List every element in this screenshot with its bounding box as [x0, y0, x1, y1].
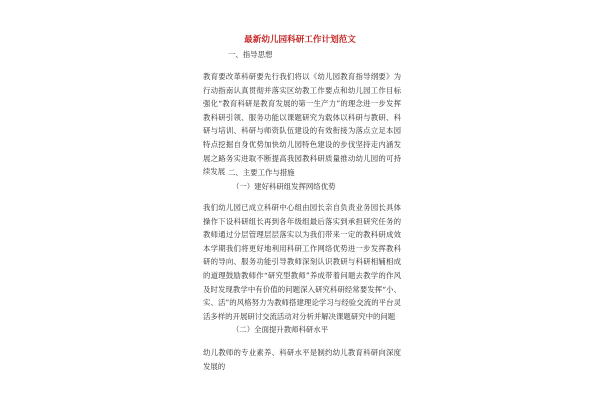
document-title: 最新幼儿园科研工作计划范文 [244, 35, 356, 45]
paragraph-guiding-ideology: 教育要改革科研要先行我们将以《幼儿园教育指导纲要》为行动指南认真贯彻并落实区幼教工作要点和幼儿园工作目标强化“教育科研是教育发展的第一生产力”的理念进一步发挥教科研引领、服务功能以课题研究为载体以科研与教研、科研与培训、科研与师资队伍建设的有效衔接为落点立足本园特点挖掘自身优势加快幼儿园特色建设的步伐坚持走内涵发展之路务实进取不断提高我园教科研质量推动幼儿园的可持续发展 [203, 72, 401, 177]
subsection-2-heading: （二）全面提升教师科研水平 [232, 325, 329, 334]
paragraph-teacher-quality: 幼儿教师的专业素养、科研水平是制约幼儿教育科研向深度发展的 [203, 348, 401, 371]
section-2-heading: 二、主要工作与措施 [228, 168, 295, 177]
paragraph-research-network: 我们幼儿园已成立科研中心组由园长亲自负责业务园长具体操作下设科研组长再到各年级组最后落实到承担研究任务的教师通过分层管理层层落实以为我们带来一定的教科研成效本学期我们将更好地利用科研工作网络优势进一步发挥教科研的导向、服务功能引导教师深刻认识教研与科研相辅相成的道理鼓励教师作“研究型教师”养成带着问题去教学的作风及时发现教学中有价值的问题深入研究科研经常要发挥“小、实、活”的风格努力为教师搭建理论学习与经验交流的平台灵活多样的开展研讨交流活动对分析并解决课题研究中的问题 [203, 203, 401, 321]
section-1-heading: 一、指导思想 [228, 50, 273, 59]
subsection-1-heading: （一）建好科研组发挥网络优势 [232, 182, 336, 191]
